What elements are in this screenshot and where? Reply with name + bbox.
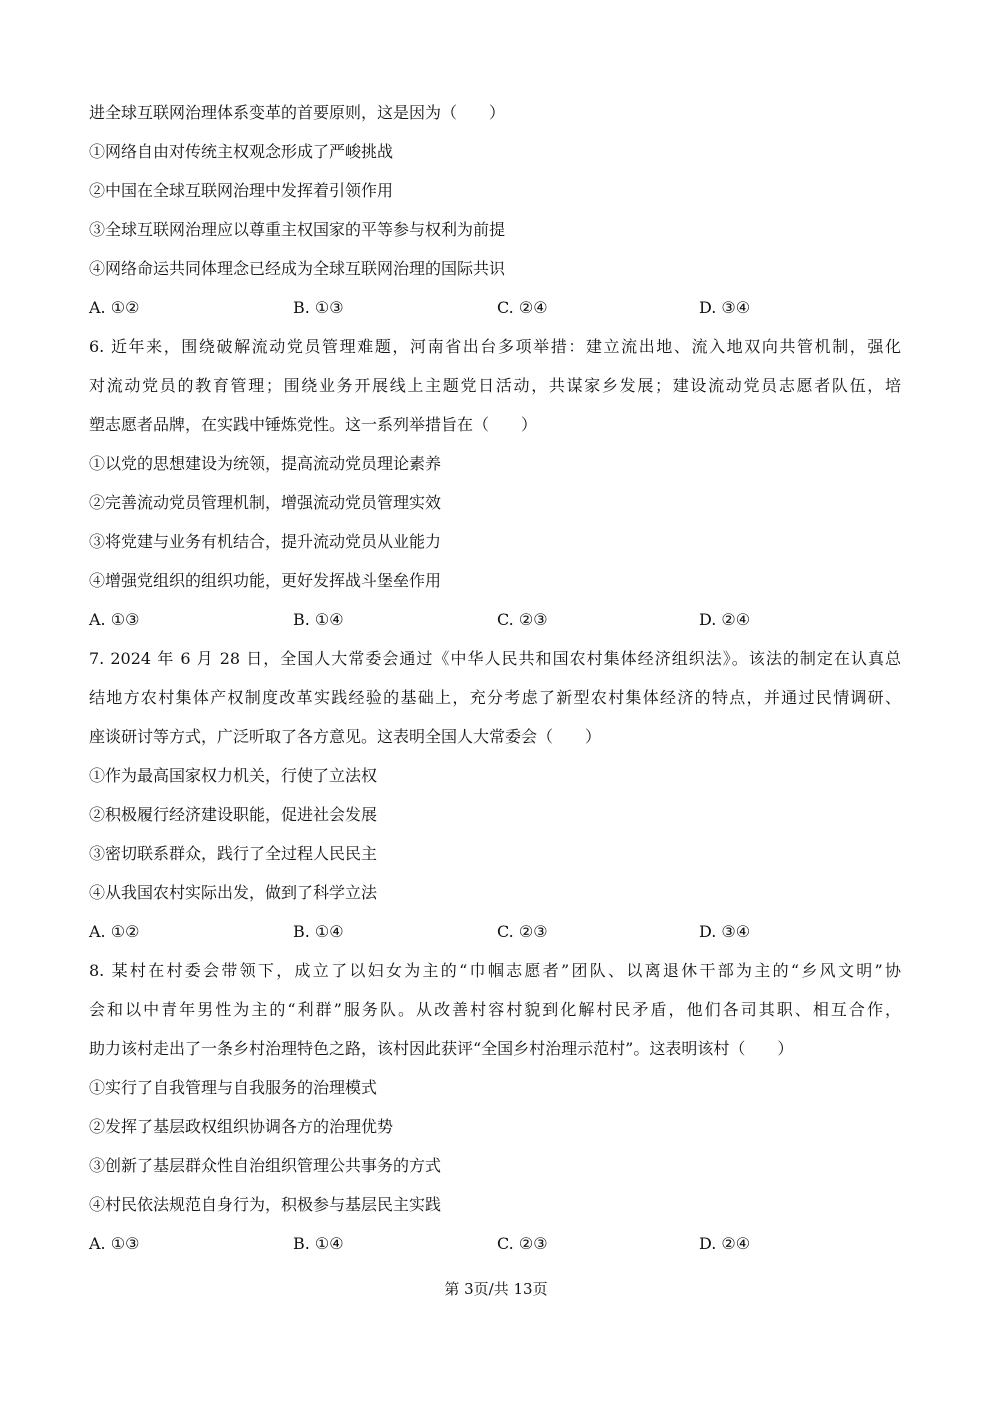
q6-option-3: ③将党建与业务有机结合，提升流动党员从业能力 [89,532,442,551]
q8-choice-d[interactable]: D. ②④ [699,1234,751,1253]
q6-choice-b[interactable]: B. ①④ [293,610,344,629]
q6-choice-c[interactable]: C. ②③ [497,610,548,629]
q8-choice-c[interactable]: C. ②③ [497,1234,548,1253]
q7-stem-line-2: 结地方农村集体产权制度改革实践经验的基础上，充分考虑了新型农村集体经济的特点，并通过民情调研、 [89,688,901,707]
q5-option-4: ④网络命运共同体理念已经成为全球互联网治理的国际共识 [89,259,506,278]
q6-choice-a[interactable]: A. ①③ [89,610,140,629]
q5-choices [89,297,869,319]
q5-choice-b[interactable]: B. ①③ [293,298,344,317]
q5-choice-c[interactable]: C. ②④ [497,298,548,317]
q5-stem-line-1: 进全球互联网治理体系变革的首要原则，这是因为（ ） [89,103,506,122]
q8-option-2: ②发挥了基层政权组织协调各方的治理优势 [89,1117,394,1136]
q8-option-4: ④村民依法规范自身行为，积极参与基层民主实践 [89,1195,442,1214]
q7-option-3: ③密切联系群众，践行了全过程人民民主 [89,844,378,863]
q8-choice-b[interactable]: B. ①④ [293,1234,344,1253]
q6-option-4: ④增强党组织的组织功能，更好发挥战斗堡垒作用 [89,571,442,590]
q5-option-2: ②中国在全球互联网治理中发挥着引领作用 [89,181,394,200]
q8-option-3: ③创新了基层群众性自治组织管理公共事务的方式 [89,1156,442,1175]
q7-choice-d[interactable]: D. ③④ [699,922,751,941]
q5-choice-a[interactable]: A. ①② [89,298,140,317]
q8-option-1: ①实行了自我管理与自我服务的治理模式 [89,1078,378,1097]
q7-option-4: ④从我国农村实际出发，做到了科学立法 [89,883,378,902]
q8-choices [89,1233,869,1255]
q5-option-1: ①网络自由对传统主权观念形成了严峻挑战 [89,142,394,161]
q8-stem-line-1: 8. 某村在村委会带领下，成立了以妇女为主的“巾帼志愿者”团队、以离退休干部为主的“乡风文明”协 [89,961,901,980]
q8-stem-line-3: 助力该村走出了一条乡村治理特色之路，该村因此获评“全国乡村治理示范村”。这表明该村（ ） [89,1039,794,1058]
q6-choice-d[interactable]: D. ②④ [699,610,751,629]
q5-option-3: ③全球互联网治理应以尊重主权国家的平等参与权利为前提 [89,220,506,239]
page-number-footer: 第 3页/共 13页 [444,1280,548,1298]
q7-option-2: ②积极履行经济建设职能，促进社会发展 [89,805,378,824]
q6-stem-line-1: 6. 近年来，围绕破解流动党员管理难题，河南省出台多项举措：建立流出地、流入地双向共管机制，强化 [89,337,901,356]
q7-choice-a[interactable]: A. ①② [89,922,140,941]
q7-choices [89,921,869,943]
q6-option-1: ①以党的思想建设为统领，提高流动党员理论素养 [89,454,442,473]
q7-stem-line-3: 座谈研讨等方式，广泛听取了各方意见。这表明全国人大常委会（ ） [89,727,602,746]
q6-choices [89,609,869,631]
q8-choice-a[interactable]: A. ①③ [89,1234,140,1253]
q5-choice-d[interactable]: D. ③④ [699,298,751,317]
q7-option-1: ①作为最高国家权力机关，行使了立法权 [89,766,378,785]
q7-choice-c[interactable]: C. ②③ [497,922,548,941]
q8-stem-line-2: 会和以中青年男性为主的“利群”服务队。从改善村容村貌到化解村民矛盾，他们各司其职、相互合作， [89,1000,901,1019]
q6-stem-line-2: 对流动党员的教育管理；围绕业务开展线上主题党日活动，共谋家乡发展；建设流动党员志愿者队伍，培 [89,376,901,395]
q7-choice-b[interactable]: B. ①④ [293,922,344,941]
q6-stem-line-3: 塑志愿者品牌，在实践中锤炼党性。这一系列举措旨在（ ） [89,415,538,434]
q6-option-2: ②完善流动党员管理机制，增强流动党员管理实效 [89,493,442,512]
q7-stem-line-1: 7. 2024 年 6 月 28 日，全国人大常委会通过《中华人民共和国农村集体经济组织法》。该法的制定在认真总 [89,649,901,668]
